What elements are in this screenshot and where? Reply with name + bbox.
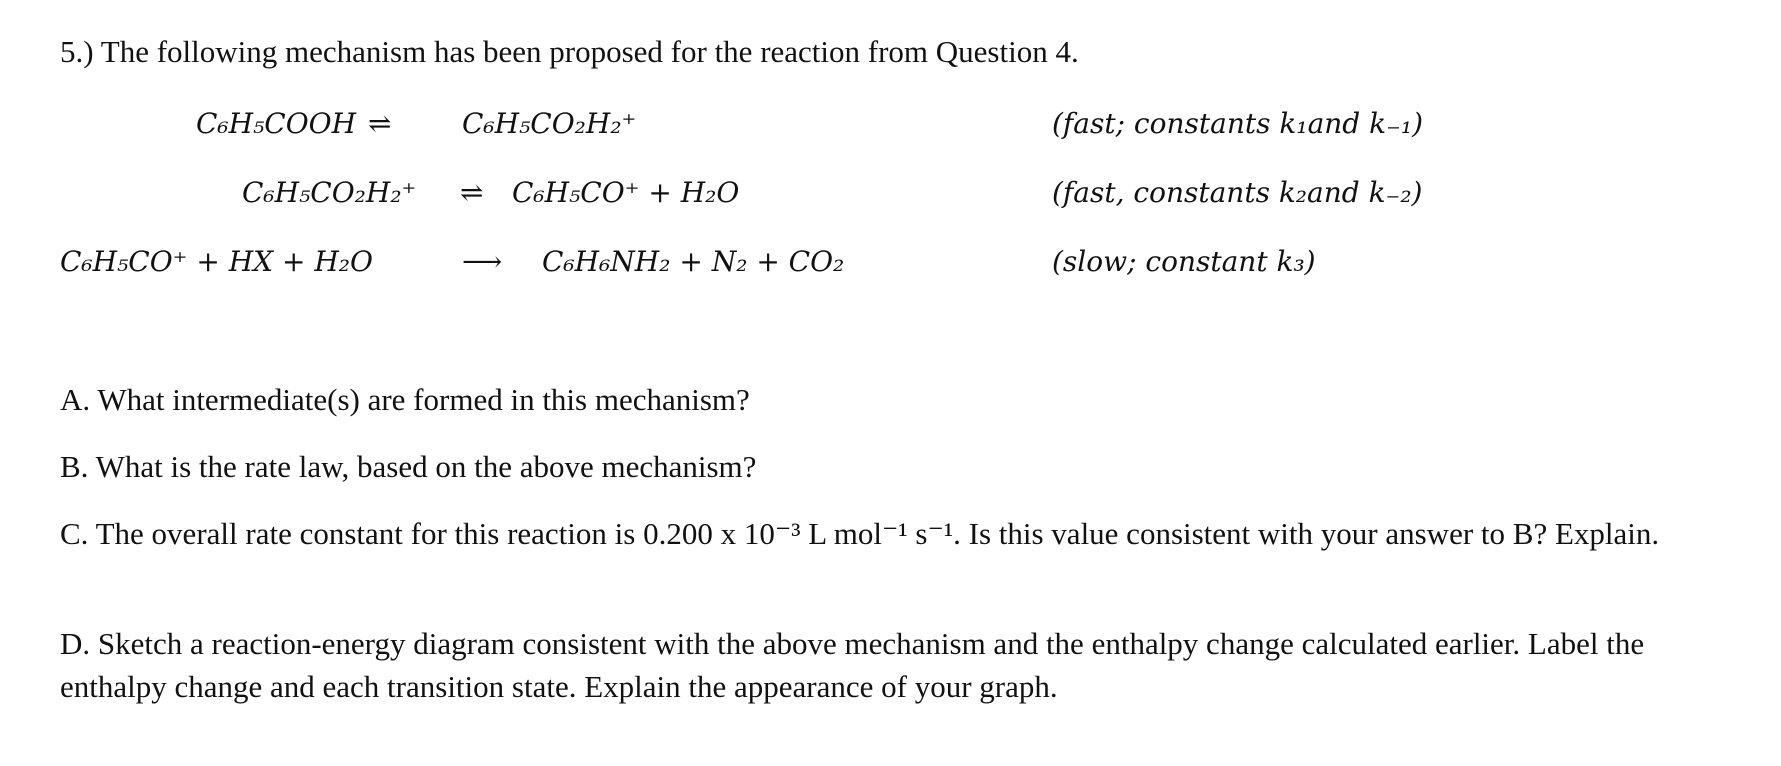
question-b: B. What is the rate law, based on the above mechanism? [60, 449, 757, 484]
step2-note: (fast, constants k₂and k₋₂) [1052, 176, 1423, 209]
step1-reactant: C₆H₅COOH [196, 107, 357, 140]
step1-product: C₆H₅CO₂H₂⁺ [462, 107, 637, 140]
question-d: D. Sketch a reaction-energy diagram consistent with the above mechanism and the enthalpy change calculated earlier. Label the enthalpy change and each transition state. Explain the appearance of your graph. [60, 626, 1645, 704]
problem-heading: 5.) The following mechanism has been proposed for the reaction from Question 4. [60, 34, 1079, 69]
step3-arrow: ⟶ [462, 245, 503, 278]
step1-arrow: ⇌ [368, 107, 392, 140]
step3-reactants: C₆H₅CO⁺ + HX + H₂O [60, 245, 373, 278]
step3-note: (slow; constant k₃) [1052, 245, 1316, 278]
step1-note: (fast; constants k₁and k₋₁) [1052, 107, 1424, 140]
question-a: A. What intermediate(s) are formed in this mechanism? [60, 382, 750, 417]
question-c: C. The overall rate constant for this reaction is 0.200 x 10⁻³ L mol⁻¹ s⁻¹. Is this value consistent with your answer to B? Explain. [60, 516, 1660, 551]
step3-products: C₆H₆NH₂ + N₂ + CO₂ [542, 245, 845, 278]
step2-arrow: ⇌ [460, 176, 484, 209]
step2-products: C₆H₅CO⁺ + H₂O [512, 176, 740, 209]
step2-reactant: C₆H₅CO₂H₂⁺ [242, 176, 417, 209]
